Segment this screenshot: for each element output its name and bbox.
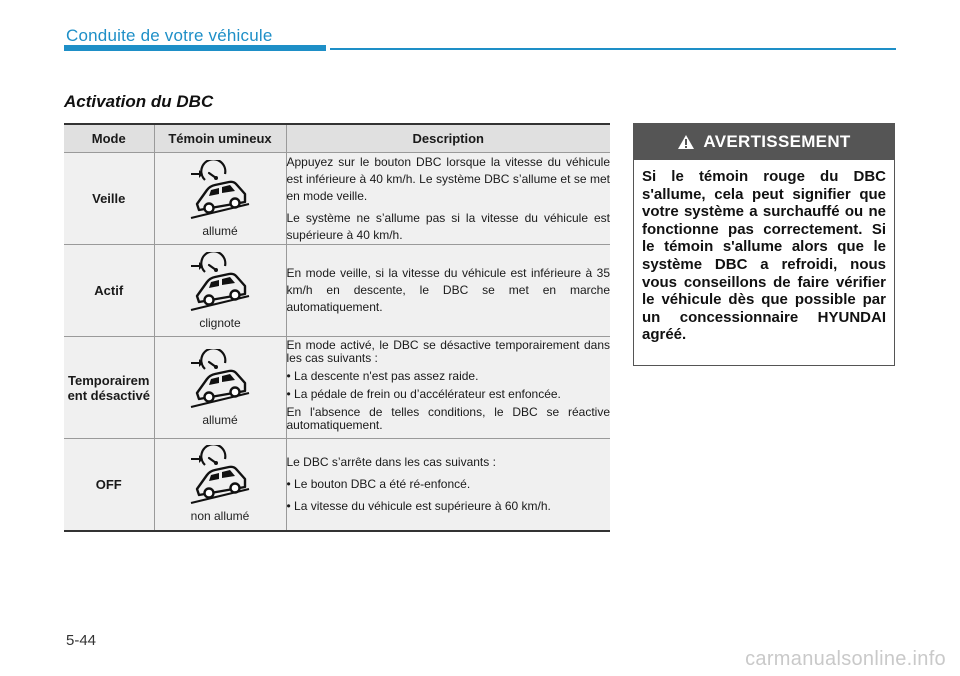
description-text: Le DBC s’arrête dans les cas suivants : xyxy=(286,454,496,469)
warning-header xyxy=(634,124,894,160)
column-header-mode: Mode xyxy=(64,124,154,153)
description-cell xyxy=(286,245,610,337)
header-rule-thin xyxy=(330,48,896,50)
description-text: • La pédale de frein ou d’accélérateur est enfoncée. xyxy=(286,386,561,401)
description-text: En l'absence de telles conditions, le DBC se réactive automatiquement. xyxy=(286,404,610,432)
mode-line: ent désactivé xyxy=(67,387,150,403)
lamp-cell xyxy=(154,439,286,531)
lamp-cell xyxy=(154,337,286,439)
warning-text: Si le témoin rouge du DBC s'allume, cela peut signifier que votre système a surchauffé ou ne fonctionne pas correctement. Si le témoin s'allume alors que le système DBC a refroidi, nous vous conseillons de faire vérifier le véhicule dès que possible par un concessionnaire HYUNDAI agréé. xyxy=(642,168,886,344)
mode-line: Temporairem xyxy=(68,372,150,388)
dbc-activation-table xyxy=(64,123,610,532)
mode-cell: Veille xyxy=(64,153,154,245)
mode-cell xyxy=(64,337,154,439)
description-text: Appuyez sur le bouton DBC lorsque la vitesse du véhicule est inférieure à 40 km/h. Le système DBC s’allume et se met en mode veille. xyxy=(286,154,610,203)
mode-cell: OFF xyxy=(64,439,154,531)
mode-cell: Actif xyxy=(64,245,154,337)
table-row xyxy=(64,439,610,531)
table-row xyxy=(64,337,610,439)
description-cell xyxy=(286,153,610,245)
description-text: En mode activé, le DBC se désactive temporairement dans les cas suivants : xyxy=(286,337,610,365)
table-row xyxy=(64,153,610,245)
description-text: Le système ne s’allume pas si la vitesse du véhicule est supérieure à 40 km/h. xyxy=(286,210,610,242)
description-text: • La descente n'est pas assez raide. xyxy=(286,368,479,383)
description-text: • Le bouton DBC a été ré-enfoncé. xyxy=(286,476,471,491)
dbc-indicator-icon xyxy=(189,445,251,505)
column-header-lamp: Témoin umineux xyxy=(154,124,286,153)
page-number: 5-44 xyxy=(66,632,97,649)
description-text: • La vitesse du véhicule est supérieure à 60 km/h. xyxy=(286,498,551,513)
description-text: En mode veille, si la vitesse du véhicule est inférieure à 35 km/h en descente, le DBC se met en marche automatiquement. xyxy=(286,266,610,314)
description-cell xyxy=(286,439,610,531)
watermark: carmanualsonline.info xyxy=(745,648,946,670)
lamp-state: non allumé xyxy=(190,509,250,524)
warning-triangle-icon xyxy=(677,134,695,150)
warning-box xyxy=(633,123,895,366)
dbc-indicator-icon xyxy=(189,349,251,409)
lamp-state: allumé xyxy=(202,223,238,238)
table-header-row xyxy=(64,124,610,153)
section-title: Conduite de votre véhicule xyxy=(66,26,273,45)
dbc-indicator-icon xyxy=(189,160,251,220)
lamp-cell xyxy=(154,153,286,245)
header-rule-thick xyxy=(64,45,326,51)
dbc-indicator-icon xyxy=(189,252,251,312)
lamp-cell xyxy=(154,245,286,337)
lamp-state: allumé xyxy=(202,412,238,427)
lamp-state: clignote xyxy=(199,315,241,330)
description-cell xyxy=(286,337,610,439)
page-heading: Activation du DBC xyxy=(64,92,214,111)
column-header-description: Description xyxy=(286,124,610,153)
table-row xyxy=(64,245,610,337)
warning-title: AVERTISSEMENT xyxy=(703,132,851,151)
